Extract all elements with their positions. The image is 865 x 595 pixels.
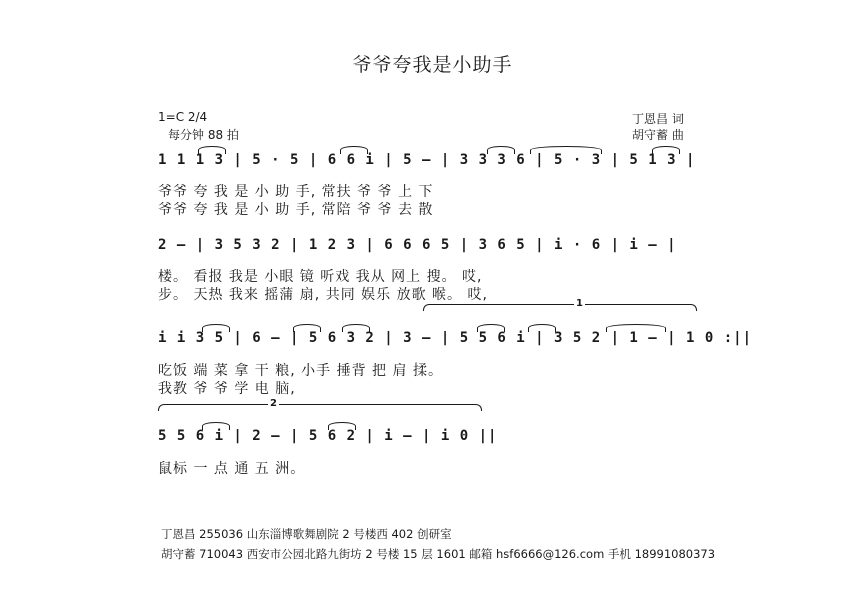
lyricist-credit: 丁恩昌 词 bbox=[632, 112, 684, 126]
lyrics-row-2-verse-2: 步。 天热 我来 摇蒲 扇, 共同 娱乐 放歌 喉。 哎, bbox=[158, 287, 488, 303]
lyricist-address: 丁恩昌 255036 山东淄博歌舞剧院 2 号楼西 402 创研室 bbox=[161, 527, 452, 541]
lyrics-row-1-verse-2: 爷爷 夸 我 是 小 助 手, 常陪 爷 爷 去 散 bbox=[158, 202, 434, 218]
tempo-marking: 每分钟 88 拍 bbox=[168, 128, 239, 142]
notation-row-3 bbox=[158, 330, 753, 352]
lyrics-row-4-verse-1: 鼠标 一 点 通 五 洲。 bbox=[158, 461, 306, 477]
notation-row-2 bbox=[158, 237, 703, 259]
notation-line: 2 — | 3 5 3 2 | 1 2 3 | 6 6 6 5 | 3 6 5 | i · 6 | i — | bbox=[158, 237, 677, 253]
notation-line: i i 3 5 | 6 — | 5 6 3 2 | 3 — | 5 5 6 i | 3 5 2 | 1 — | 1 0 :|| bbox=[158, 330, 753, 346]
composer-address: 胡守蓄 710043 西安市公园北路九街坊 2 号楼 15 层 1601 邮箱 hsf6666@126.com 手机 18991080373 bbox=[161, 547, 716, 561]
notation-line: 1 1 1 3 | 5 · 5 | 6 6 i | 5 — | 3 3 3 6 | 5 · 3 | 5 1 3 | bbox=[158, 152, 696, 168]
notation-line: 5 5 6 i | 2 — | 5 6 2 | i — | i 0 || bbox=[158, 428, 498, 444]
song-title: 爷爷夸我是小助手 bbox=[352, 54, 513, 76]
key-signature: 1=C 2/4 bbox=[158, 110, 208, 124]
lyrics-row-3-verse-2: 我教 爷 爷 学 电 脑, bbox=[158, 381, 296, 397]
lyrics-row-1-verse-1: 爷爷 夸 我 是 小 助 手, 常扶 爷 爷 上 下 bbox=[158, 184, 434, 200]
composer-credit: 胡守蓄 曲 bbox=[632, 128, 684, 142]
volta-number-1: 1 bbox=[576, 298, 583, 309]
lyrics-row-2-verse-1: 楼。 看报 我是 小眼 镜 听戏 我从 网上 搜。 哎, bbox=[158, 269, 483, 285]
volta-number-2: 2 bbox=[270, 398, 277, 409]
volta-bracket-1 bbox=[423, 304, 697, 311]
notation-row-4 bbox=[158, 428, 703, 450]
notation-row-1 bbox=[158, 152, 703, 174]
lyrics-row-3-verse-1: 吃饭 端 菜 拿 干 粮, 小手 捶背 把 肩 揉。 bbox=[158, 363, 443, 379]
volta-bracket-2 bbox=[158, 404, 482, 411]
